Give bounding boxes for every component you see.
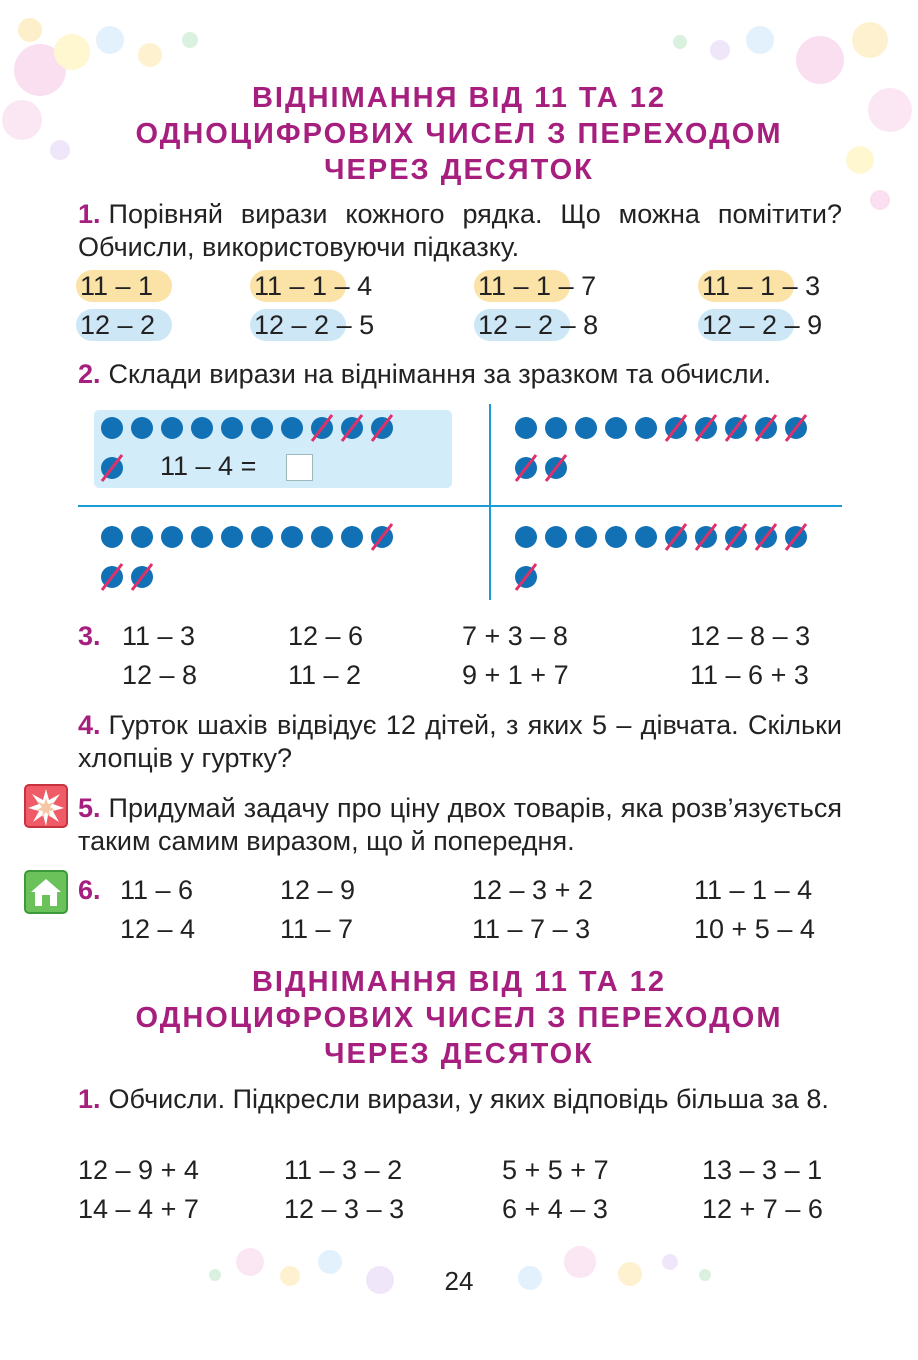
counter-dot <box>575 526 597 548</box>
expression: 12 – 2 – 9 <box>702 310 823 340</box>
sample-expression: 11 – 4 = <box>160 451 257 481</box>
task-text: Склади вирази на віднімання за зразком та обчисли. <box>108 359 772 389</box>
expression: 12 + 7 – 6 <box>702 1194 823 1224</box>
counter-dot <box>251 526 273 548</box>
counter-dot <box>281 526 303 548</box>
title-line: ВІДНІМАННЯ ВІД 11 ТА 12 <box>251 82 667 114</box>
task-number: 6. <box>78 875 101 905</box>
expression: 7 + 3 – 8 <box>462 621 568 651</box>
counter-dot <box>635 417 657 439</box>
counter-dot <box>341 526 363 548</box>
task-text: Порівняй вирази кожного рядка. Що можна помітити? Обчисли, використовуючи підказку. <box>78 199 842 262</box>
title-line: ВІДНІМАННЯ ВІД 11 ТА 12 <box>251 966 667 998</box>
expression: 10 + 5 – 4 <box>694 914 815 944</box>
expression: 12 – 3 – 3 <box>284 1194 405 1224</box>
task-4 <box>78 709 842 775</box>
expression: 12 – 4 <box>120 914 196 944</box>
expression: 11 – 6 + 3 <box>690 660 809 690</box>
counter-dot <box>281 417 303 439</box>
counter-dot <box>311 526 333 548</box>
expression: 11 – 3 <box>122 621 196 651</box>
counter-dot <box>161 417 183 439</box>
counter-dot <box>131 417 153 439</box>
lesson-title <box>0 964 918 1072</box>
expression: 12 – 2 – 5 <box>254 310 375 340</box>
task-5 <box>78 792 842 858</box>
counter-dot <box>545 526 567 548</box>
expression: 12 – 9 + 4 <box>78 1155 199 1185</box>
counter-dot <box>515 417 537 439</box>
task-number: 5. <box>78 793 101 823</box>
counter-dot <box>221 526 243 548</box>
expression: 11 – 1 – 7 <box>478 271 597 301</box>
counter-dot <box>251 417 273 439</box>
expression: 11 – 1 – 4 <box>254 271 373 301</box>
expression: 9 + 1 + 7 <box>462 660 569 690</box>
counter-dot <box>605 526 627 548</box>
expression: 12 – 2 – 8 <box>478 310 599 340</box>
counter-dot <box>191 526 213 548</box>
task-number: 1. <box>78 1084 101 1114</box>
counter-dot <box>635 526 657 548</box>
expression: 14 – 4 + 7 <box>78 1194 199 1224</box>
creative-star-icon <box>24 784 68 828</box>
expression: 11 – 2 <box>288 660 362 690</box>
expression: 5 + 5 + 7 <box>502 1155 609 1185</box>
counter-dot <box>191 417 213 439</box>
expression: 12 – 2 <box>80 310 156 340</box>
title-line: ОДНОЦИФРОВИХ ЧИСЕЛ З ПЕРЕХОДОМ <box>135 1002 783 1034</box>
expression: 12 – 8 <box>122 660 198 690</box>
counter-dot <box>161 526 183 548</box>
task-text: Гурток шахів відвідує 12 дітей, з яких 5 – дівчата. Скільки хлопців у гуртку? <box>78 710 842 773</box>
expression: 11 – 1 <box>80 271 154 301</box>
expression: 11 – 6 <box>120 875 194 905</box>
expression: 11 – 1 – 3 <box>702 271 821 301</box>
counter-dot <box>545 417 567 439</box>
home-icon <box>24 870 68 914</box>
task-number: 3. <box>78 621 101 651</box>
counter-dot <box>131 526 153 548</box>
title-line: ЧЕРЕЗ ДЕСЯТОК <box>324 154 594 186</box>
page-number: 24 <box>444 1266 474 1296</box>
task-text: Придумай задачу про ціну двох товарів, яка розв’язується таким самим виразом, що й попередня. <box>78 793 842 856</box>
expression: 12 – 8 – 3 <box>690 621 811 651</box>
task-1 <box>78 1083 842 1116</box>
counter-dot <box>605 417 627 439</box>
title-line: ЧЕРЕЗ ДЕСЯТОК <box>324 1038 594 1070</box>
expression: 12 – 3 + 2 <box>472 875 593 905</box>
counter-dot <box>101 526 123 548</box>
expression: 12 – 6 <box>288 621 364 651</box>
counter-dot <box>221 417 243 439</box>
expression: 12 – 9 <box>280 875 356 905</box>
task-number: 2. <box>78 359 101 389</box>
expression: 11 – 7 <box>280 914 354 944</box>
expression: 11 – 1 – 4 <box>694 875 813 905</box>
task-text: Обчисли. Підкресли вирази, у яких відповідь більша за 8. <box>108 1084 829 1114</box>
expression: 11 – 3 – 2 <box>284 1155 403 1185</box>
expression: 6 + 4 – 3 <box>502 1194 608 1224</box>
expression: 13 – 3 – 1 <box>702 1155 823 1185</box>
counter-dot <box>515 526 537 548</box>
task-number: 1. <box>78 199 101 229</box>
task-number: 4. <box>78 710 101 740</box>
counter-dot <box>101 417 123 439</box>
counter-dot <box>575 417 597 439</box>
title-line: ОДНОЦИФРОВИХ ЧИСЕЛ З ПЕРЕХОДОМ <box>135 118 783 150</box>
expression: 11 – 7 – 3 <box>472 914 591 944</box>
